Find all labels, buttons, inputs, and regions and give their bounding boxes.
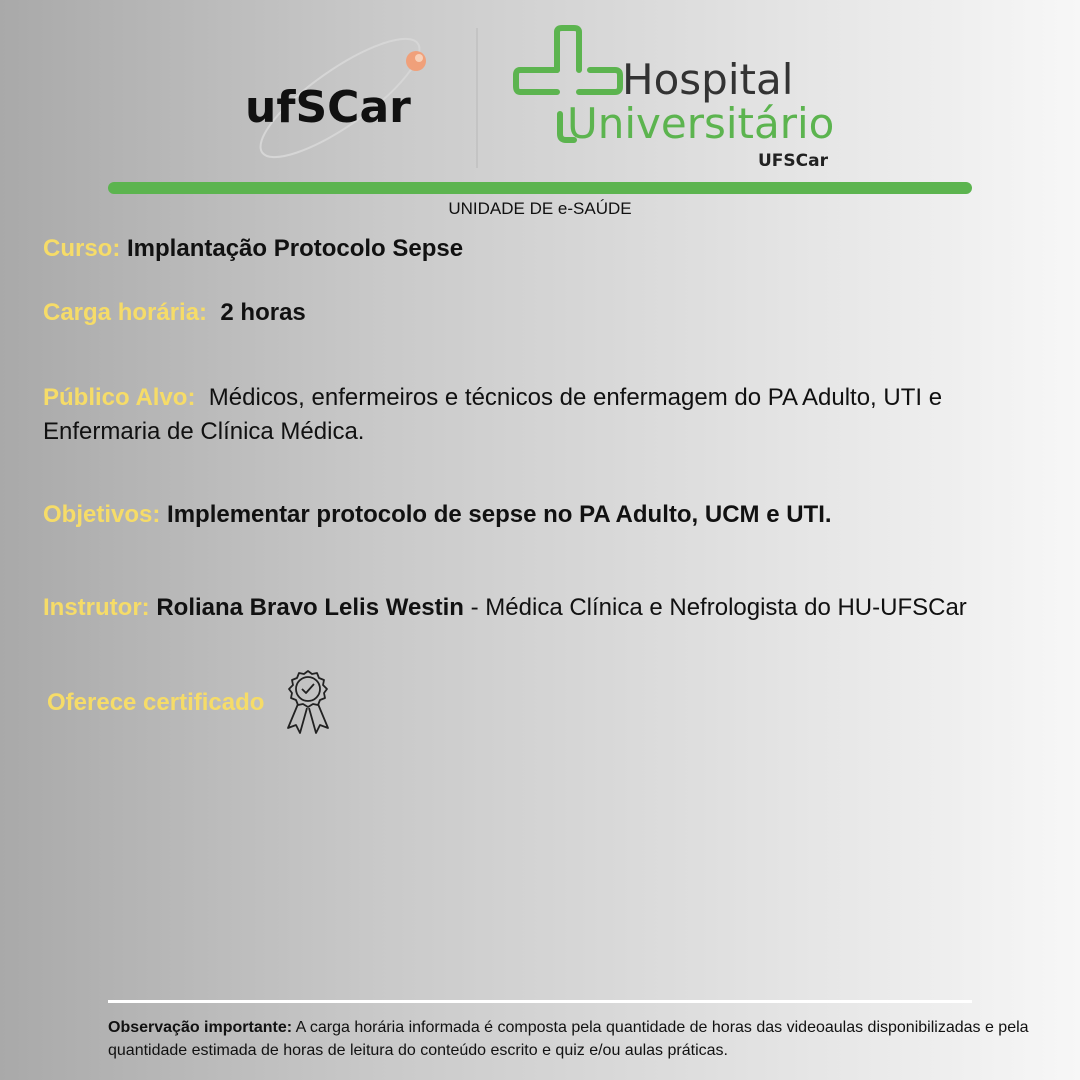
- course-field: [43, 232, 1043, 266]
- workload-label: Carga horária:: [43, 299, 208, 326]
- instructor-field: [43, 591, 1043, 625]
- unit-label: UNIDADE DE e-SAÚDE: [448, 199, 632, 218]
- instructor-label: Instrutor:: [43, 594, 150, 621]
- footer-divider: [108, 1000, 972, 1003]
- logo-divider: [476, 28, 478, 168]
- instructor-name: Roliana Bravo Lelis Westin: [156, 594, 464, 621]
- green-divider-bar: [108, 182, 972, 194]
- audience-value: Médicos, enfermeiros e técnicos de enfermagem do PA Adulto, UTI e Enfermaria de Clínica Médica.: [43, 384, 943, 445]
- hospital-logo-word1: Hospital: [622, 55, 794, 104]
- audience-field: [43, 381, 1033, 449]
- header-logos: [0, 0, 1080, 180]
- hospital-logo-word2: Universitário: [567, 99, 835, 148]
- footer-note-text: A carga horária informada é composta pela quantidade de horas das videoaulas disponibilizadas e pela quantidade estimada de horas de leitura do conteúdo escrito e quiz e/ou aulas práticas.: [108, 1019, 1029, 1059]
- certificate-label: Oferece certificado: [47, 689, 265, 716]
- audience-label: Público Alvo:: [43, 384, 196, 411]
- hospital-universitario-logo: [512, 22, 842, 172]
- ufscar-logo-text: ufSCar: [245, 82, 411, 133]
- instructor-role: - Médica Clínica e Nefrologista do HU-UFSCar: [463, 594, 967, 621]
- workload-value: 2 horas: [220, 299, 306, 326]
- objectives-label: Objetivos:: [43, 501, 161, 528]
- certificate-row: [47, 668, 334, 738]
- objectives-field: [43, 498, 1043, 532]
- footer-note-label: Observação importante:: [108, 1019, 293, 1036]
- hospital-logo-sub: UFSCar: [758, 151, 828, 171]
- ufscar-logo: [240, 30, 450, 170]
- footer-note: [108, 1016, 1038, 1062]
- course-label: Curso:: [43, 235, 121, 262]
- course-value: Implantação Protocolo Sepse: [127, 235, 464, 262]
- objectives-value: Implementar protocolo de sepse no PA Adulto, UCM e UTI.: [167, 501, 832, 528]
- certificate-ribbon-icon: [282, 668, 334, 738]
- workload-field: [43, 296, 1043, 330]
